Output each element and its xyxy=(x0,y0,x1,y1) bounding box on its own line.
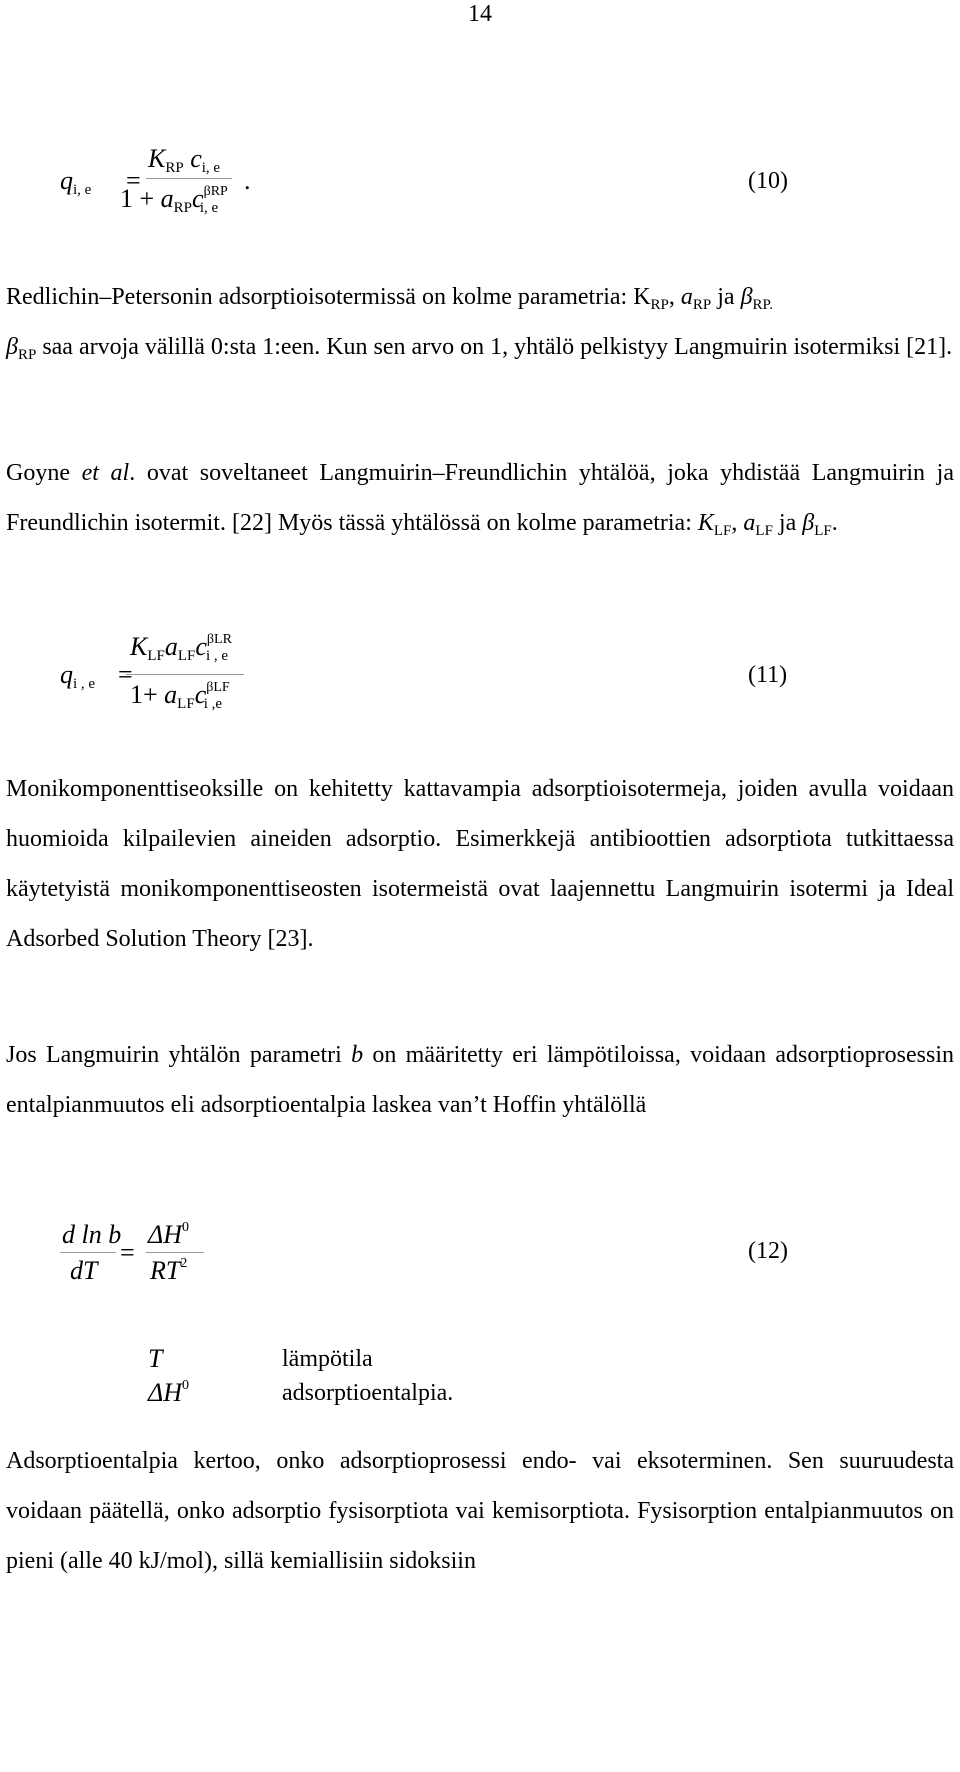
def-desc-dH: adsorptioentalpia. xyxy=(282,1380,454,1406)
paragraph-vant-hoff: Jos Langmuirin yhtälön parametri b on määritetty eri lämpötiloissa, voidaan adsorptioprosessin entalpianmuutos eli adsorptioentalpia laskea van’t Hoffin yhtälöllä xyxy=(6,1042,955,1118)
paragraph-langmuir-freundlich: Goyne et al. ovat soveltaneet Langmuirin–Freundlichin yhtälöä, joka yhdistää Langmuirin ja Freundlichin isotermit. [22] Myös tässä yhtälössä on kolme parametria: $K_{LF}$, $a_{LF}$ ja $\beta_{LF}$. xyxy=(6,460,954,539)
eq10-q: q xyxy=(60,166,73,195)
eq10-fraction-bar xyxy=(146,178,232,179)
paragraph-redlich-peterson: Redlichin–Petersonin adsorptioisotermissä on kolme parametria: $K_{RP}$, $a_{RP}$ ja $\beta_{RP.}$ $\beta_{RP}$ saa arvoja välillä 0:sta 1:een. Kun sen arvo on 1, yhtälö pelkistyy Langmuirin isotermiksi [21]. xyxy=(6,284,953,363)
paragraph-adsorption-enthalpy: Adsorptioentalpia kertoo, onko adsorptioprosessi endo- vai eksoterminen. Sen suuruudesta voidaan päätellä, onko adsorptio fysisorptiota vai kemisorptiota. Fysisorption entalpianmuutos on pieni (alle 40 kJ/mol), sillä kemiallisiin sidoksiin xyxy=(6,1448,954,1574)
eq10-numerator: $K_{RP}$ $c_{i, e}$ xyxy=(148,144,221,176)
eq12-lhs-denominator: dT xyxy=(70,1256,98,1285)
eq12-lhs-numerator: d ln b xyxy=(62,1220,122,1249)
eq12-number: (12) xyxy=(748,1238,788,1264)
eq10-q-sub: i, e xyxy=(73,182,92,198)
eq10-period: . xyxy=(244,166,251,195)
eq10-number: (10) xyxy=(748,168,788,194)
eq11-q: q xyxy=(60,660,73,689)
eq11-numerator: $K_{LF}a_{LF}c^{\beta LR}_{i , e}$ xyxy=(130,632,232,664)
eq12-rhs-numerator: $\Delta H^0$ xyxy=(148,1220,190,1249)
eq12-equals: = xyxy=(120,1238,135,1267)
eq11-number: (11) xyxy=(748,662,788,688)
def-desc-T: lämpötila xyxy=(282,1346,373,1372)
def-symbol-dH: $\Delta H^0$ xyxy=(148,1378,190,1407)
eq11-equals: = xyxy=(118,660,133,689)
eq12-rhs-bar xyxy=(146,1252,204,1253)
paragraph-multicomponent: Monikomponenttiseoksille on kehitetty kattavampia adsorptioisotermeja, joiden avulla voidaan huomioida kilpailevien aineiden adsorptio. Esimerkkejä antibioottien adsorptiota tutkittaessa käytetyistä monikomponenttiseosten isotermeistä ovat laajennettu Langmuirin isotermi ja Ideal Adsorbed Solution Theory [23]. xyxy=(6,776,954,952)
def-symbol-T: T xyxy=(148,1344,163,1373)
eq12-lhs-bar xyxy=(60,1252,116,1253)
page-number: 14 xyxy=(468,1,492,27)
eq11-q-sub: i , e xyxy=(73,676,96,692)
eq10-equals: = xyxy=(126,166,141,195)
eq11-fraction-bar xyxy=(126,674,244,675)
eq11-denominator: $1+ a_{LF}c^{\beta LF}_{i ,e}$ xyxy=(130,680,230,712)
eq12-rhs-denominator: $RT^2$ xyxy=(150,1256,188,1285)
eq10-denominator: $1 + a_{RP}c^{\beta RP}_{i, e}$ xyxy=(120,184,228,216)
